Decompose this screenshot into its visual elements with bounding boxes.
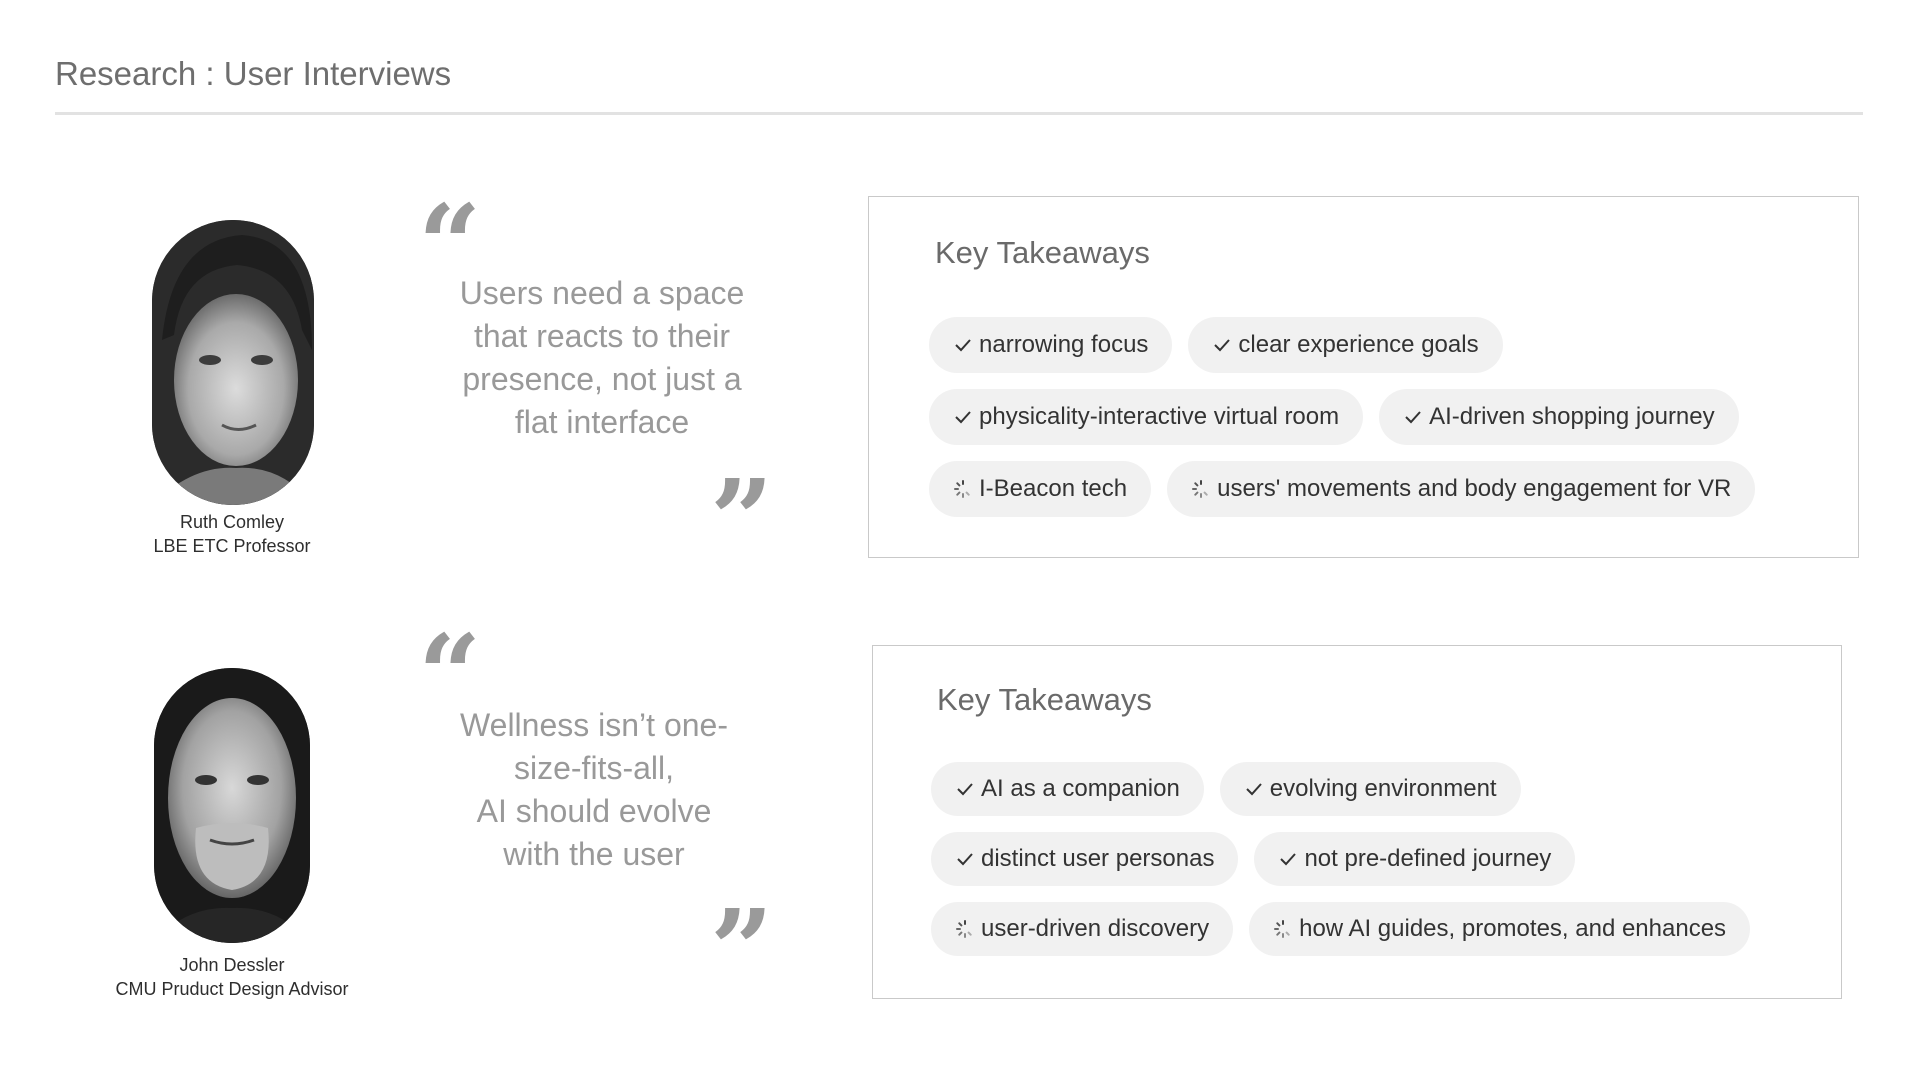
quote-line: that reacts to their <box>473 318 731 354</box>
check-icon <box>1403 407 1423 427</box>
chip <box>931 832 1238 886</box>
loading-icon <box>953 479 973 499</box>
chip-row <box>931 762 1521 816</box>
quote-line: Wellness isn’t one- <box>460 707 728 743</box>
quote-text <box>424 704 764 876</box>
check-icon <box>1278 849 1298 869</box>
check-icon <box>953 335 973 355</box>
chip-label: physicality-interactive virtual room <box>979 403 1340 430</box>
title-divider <box>55 112 1863 115</box>
chip-row <box>931 832 1575 886</box>
check-icon <box>1244 779 1264 799</box>
page-title: Research : User Interviews <box>55 55 452 92</box>
loading-icon <box>955 919 975 939</box>
quote-line: presence, not just a <box>462 361 742 397</box>
takeaways-title: Key Takeaways <box>935 235 1150 270</box>
chip <box>1167 461 1755 517</box>
person-role: CMU Pruduct Design Advisor <box>115 979 349 999</box>
chip-label: not pre-defined journey <box>1304 845 1552 872</box>
chip <box>1188 317 1502 373</box>
quote-text <box>432 272 772 444</box>
chip-row <box>931 902 1750 956</box>
chip-label: how AI guides, promotes, and enhances <box>1299 915 1727 942</box>
chip-label: users' movements and body engagement for VR <box>1217 475 1732 502</box>
chip-label: evolving environment <box>1269 775 1497 802</box>
chip-label: AI as a companion <box>981 775 1180 802</box>
chip-row <box>929 389 1739 445</box>
loading-icon <box>1191 479 1211 499</box>
chip-label: AI-driven shopping journey <box>1429 403 1715 430</box>
chip-row <box>929 461 1755 517</box>
chip-label: distinct user personas <box>981 845 1215 872</box>
chip <box>1249 902 1750 956</box>
chip <box>929 461 1151 517</box>
chip-label: clear experience goals <box>1238 331 1479 358</box>
chip-row <box>929 317 1503 373</box>
quote-line: with the user <box>503 836 685 872</box>
takeaways-box <box>868 196 1859 558</box>
quote-line: size-fits-all, <box>513 750 674 786</box>
open-quote-icon: “ <box>418 180 482 309</box>
close-quote-icon: ” <box>710 455 774 584</box>
close-quote-icon: ” <box>710 885 774 1014</box>
chip <box>1220 762 1521 816</box>
chip <box>1379 389 1739 445</box>
open-quote-icon: “ <box>418 610 482 739</box>
person-name: Ruth Comley <box>179 512 285 532</box>
takeaways-title: Key Takeaways <box>937 682 1152 717</box>
takeaways-box <box>872 645 1842 999</box>
quote-line: flat interface <box>514 404 690 440</box>
chip <box>1254 832 1575 886</box>
check-icon <box>955 779 975 799</box>
quote-line: Users need a space <box>459 275 745 311</box>
chip-label: user-driven discovery <box>981 915 1210 942</box>
chip-label: I-Beacon tech <box>979 475 1128 502</box>
loading-icon <box>1273 919 1293 939</box>
check-icon <box>1212 335 1232 355</box>
chip <box>931 902 1233 956</box>
person-name: John Dessler <box>179 955 285 975</box>
quote-line: AI should evolve <box>476 793 712 829</box>
person-role: LBE ETC Professor <box>153 536 311 556</box>
avatar <box>152 220 314 505</box>
chip-label: narrowing focus <box>979 331 1149 358</box>
avatar <box>154 668 310 943</box>
chip <box>929 389 1363 445</box>
chip <box>929 317 1172 373</box>
chip <box>931 762 1204 816</box>
check-icon <box>953 407 973 427</box>
check-icon <box>955 849 975 869</box>
